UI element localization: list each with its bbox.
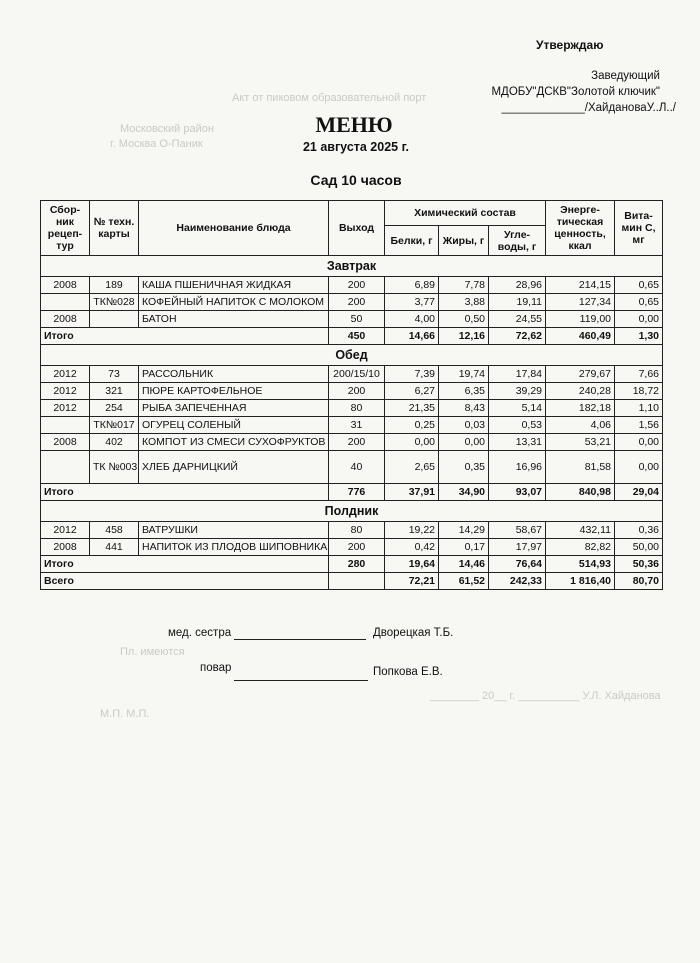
total-label: Итого [41, 556, 329, 573]
protein-cell: 0,25 [385, 417, 439, 434]
approval-heading: Утверждаю [536, 38, 604, 52]
dish-name-cell: РЫБА ЗАПЕЧЕННАЯ [139, 400, 329, 417]
section-title: Полдник [41, 501, 663, 522]
total-cell: 34,90 [439, 484, 489, 501]
fat-cell: 0,35 [439, 451, 489, 484]
total-cell: 76,64 [489, 556, 546, 573]
yield-cell: 31 [329, 417, 385, 434]
cook-label: повар [200, 662, 232, 674]
fat-cell: 8,43 [439, 400, 489, 417]
dish-name-cell: ВАТРУШКИ [139, 522, 329, 539]
tech-card-cell: 73 [90, 366, 139, 383]
energy-cell: 214,15 [546, 277, 615, 294]
protein-cell: 3,77 [385, 294, 439, 311]
yield-cell: 200/15/10 [329, 366, 385, 383]
protein-cell: 0,00 [385, 434, 439, 451]
menu-date: 21 августа 2025 г. [302, 140, 410, 154]
fat-cell: 0,50 [439, 311, 489, 328]
vitamin-c-cell: 0,65 [615, 294, 663, 311]
vitamin-c-cell: 1,56 [615, 417, 663, 434]
energy-cell: 279,67 [546, 366, 615, 383]
total-cell: 14,46 [439, 556, 489, 573]
total-cell: 93,07 [489, 484, 546, 501]
yield-cell: 80 [329, 522, 385, 539]
fat-cell: 0,00 [439, 434, 489, 451]
dish-name-cell: КОФЕЙНЫЙ НАПИТОК С МОЛОКОМ [139, 294, 329, 311]
vitamin-c-cell: 1,10 [615, 400, 663, 417]
protein-cell: 21,35 [385, 400, 439, 417]
tech-card-cell: 402 [90, 434, 139, 451]
section-title: Завтрак [41, 256, 663, 277]
yield-cell: 200 [329, 434, 385, 451]
vitamin-c-cell: 0,00 [615, 434, 663, 451]
collection-cell: 2008 [41, 539, 90, 556]
total-cell: 50,36 [615, 556, 663, 573]
carbs-cell: 5,14 [489, 400, 546, 417]
section-header [41, 345, 663, 366]
table-row [41, 366, 663, 383]
menu-subtitle: Сад 10 часов [310, 172, 402, 188]
section-title: Обед [41, 345, 663, 366]
energy-cell: 432,11 [546, 522, 615, 539]
vitamin-c-cell: 18,72 [615, 383, 663, 400]
fat-cell: 7,78 [439, 277, 489, 294]
col-dish: Наименование блюда [139, 201, 329, 256]
carbs-cell: 39,29 [489, 383, 546, 400]
dish-name-cell: РАССОЛЬНИК [139, 366, 329, 383]
tech-card-cell: 254 [90, 400, 139, 417]
total-cell: 14,66 [385, 328, 439, 345]
protein-cell: 6,89 [385, 277, 439, 294]
protein-cell: 0,42 [385, 539, 439, 556]
tech-card-cell: 189 [90, 277, 139, 294]
dish-name-cell: НАПИТОК ИЗ ПЛОДОВ ШИПОВНИКА [139, 539, 329, 556]
col-chem-group: Химический состав [385, 201, 546, 226]
collection-cell: 2012 [41, 366, 90, 383]
total-row [41, 484, 663, 501]
approval-signature: _____________/ХайдановаУ..Л../ [501, 102, 676, 114]
section-header [41, 256, 663, 277]
total-cell: 37,91 [385, 484, 439, 501]
protein-cell: 6,27 [385, 383, 439, 400]
total-cell: 776 [329, 484, 385, 501]
total-label: Итого [41, 328, 329, 345]
section-header [41, 501, 663, 522]
yield-cell: 50 [329, 311, 385, 328]
energy-cell: 4,06 [546, 417, 615, 434]
fat-cell: 0,03 [439, 417, 489, 434]
grand-total-label: Всего [41, 573, 329, 590]
col-energy: Энерге-тическая ценность, ккал [546, 201, 615, 256]
approval-org: МДОБУ"ДСКВ"Золотой ключик" [491, 86, 660, 98]
col-carbs: Угле-воды, г [489, 226, 546, 256]
vitamin-c-cell: 7,66 [615, 366, 663, 383]
vitamin-c-cell: 0,65 [615, 277, 663, 294]
tech-card-cell: ТК№028 [90, 294, 139, 311]
carbs-cell: 17,97 [489, 539, 546, 556]
approval-position: Заведующий [591, 70, 660, 82]
col-fat: Жиры, г [439, 226, 489, 256]
table-row [41, 400, 663, 417]
tech-card-cell: 458 [90, 522, 139, 539]
col-collection: Сбор-ник рецеп-тур [41, 201, 90, 256]
col-vitamin-c: Вита-мин С, мг [615, 201, 663, 256]
collection-cell [41, 294, 90, 311]
energy-cell: 127,34 [546, 294, 615, 311]
energy-cell: 182,18 [546, 400, 615, 417]
total-row [41, 556, 663, 573]
table-row [41, 451, 663, 484]
table-row [41, 311, 663, 328]
table-row [41, 539, 663, 556]
tech-card-cell [90, 311, 139, 328]
col-tech-card: № техн. карты [90, 201, 139, 256]
vitamin-c-cell: 0,00 [615, 451, 663, 484]
grand-total-cell [329, 573, 385, 590]
vitamin-c-cell: 0,36 [615, 522, 663, 539]
nurse-label: мед. сестра [168, 627, 232, 639]
grand-total-cell: 242,33 [489, 573, 546, 590]
yield-cell: 200 [329, 294, 385, 311]
tech-card-cell: ТК№017 [90, 417, 139, 434]
energy-cell: 119,00 [546, 311, 615, 328]
yield-cell: 200 [329, 539, 385, 556]
tech-card-cell: 321 [90, 383, 139, 400]
vitamin-c-cell: 50,00 [615, 539, 663, 556]
grand-total-cell: 61,52 [439, 573, 489, 590]
carbs-cell: 13,31 [489, 434, 546, 451]
dish-name-cell: БАТОН [139, 311, 329, 328]
collection-cell: 2012 [41, 400, 90, 417]
carbs-cell: 24,55 [489, 311, 546, 328]
cook-signature-line [234, 680, 368, 681]
carbs-cell: 17,84 [489, 366, 546, 383]
table-row [41, 522, 663, 539]
fat-cell: 6,35 [439, 383, 489, 400]
dish-name-cell: КАША ПШЕНИЧНАЯ ЖИДКАЯ [139, 277, 329, 294]
protein-cell: 4,00 [385, 311, 439, 328]
dish-name-cell: ПЮРЕ КАРТОФЕЛЬНОЕ [139, 383, 329, 400]
carbs-cell: 0,53 [489, 417, 546, 434]
total-cell: 1,30 [615, 328, 663, 345]
menu-document: Акт от пиковом образовательной порт Московский район г. Москва О-Паник Утверждаю Заведующий МДОБУ"ДСКВ"Золотой ключик" _____________/ХайдановаУ..Л../ МЕНЮ 21 августа 2025 г. Сад 10 часов Сбор-ник рецеп-тур № техн. карты Наименование блюда Выход Химический состав Энерге-тическая ценность, ккал Вита-мин С, мг Белки, г Жиры, г Угле-воды, г Завтрак 2008 189 КАША ПШЕНИЧНАЯ ЖИДКАЯ 200 6,89 7,78 28,96 214,15 0,65 ТК№028 КОФЕЙНЫЙ НАПИТОК С МОЛОКОМ 200 3,77 3,88 19,11 127,34 0,65 2008 БАТОН 50 4,00 0,50 24,55 119,00 0,00 Итого 450 14,66 12,16 72,62 460,49 1,30 Обед 2012 73 РАССОЛЬНИК 200/15/10 7,39 19,74 17,84 279,67 7,66 2012 321 ПЮРЕ КАРТОФЕЛЬНОЕ 200 6,27 6,35 39,29 240,28 18,72 2012 254 РЫБА ЗАПЕЧЕННАЯ 80 21,35 8,43 5,14 182,18 1,10 ТК№017 ОГУРЕЦ СОЛЕНЫЙ 31 0,25 0,03 0,53 4,06 1,56 2008 402 КОМПОТ ИЗ СМЕСИ СУХОФРУКТОВ 200 0,00 0,00 13,31 53,21 0,00 ТК №003 ХЛЕБ ДАРНИЦКИЙ 40 2,65 0,35 16,96 81,58 0,00 Итого 776 37,91 34,90 93,07 840,98 29,04 Полдник 2012 458 ВАТРУШКИ 80 19,22 14,29 58,67 432,11 0,36 2008 441 НАПИТОК ИЗ ПЛОДОВ ШИПОВНИКА 200 0,42 0,17 17,97 82,82 50,00 Итого 280 19,64 14,46 76,64 514,93 50,36 Всего 72,21 61,52 242,33 1 816,40 80,70 мед. сестра Дворецкая Т.Б. повар Попкова Е.В. ________ 20__ г. __________ У.Л. Хайданова М.П. М.П. Пл. имеются [0, 0, 700, 963]
page-title: МЕНЮ [315, 112, 393, 137]
total-cell: 29,04 [615, 484, 663, 501]
yield-cell: 40 [329, 451, 385, 484]
grand-total-cell: 80,70 [615, 573, 663, 590]
tech-card-cell: 441 [90, 539, 139, 556]
vitamin-c-cell: 0,00 [615, 311, 663, 328]
col-yield: Выход [329, 201, 385, 256]
menu-table [40, 200, 663, 590]
tech-card-cell: ТК №003 [90, 451, 139, 484]
dish-name-cell: ХЛЕБ ДАРНИЦКИЙ [139, 451, 329, 484]
energy-cell: 240,28 [546, 383, 615, 400]
collection-cell [41, 451, 90, 484]
yield-cell: 80 [329, 400, 385, 417]
total-cell: 72,62 [489, 328, 546, 345]
energy-cell: 53,21 [546, 434, 615, 451]
grand-total-cell: 72,21 [385, 573, 439, 590]
carbs-cell: 19,11 [489, 294, 546, 311]
yield-cell: 200 [329, 277, 385, 294]
total-cell: 450 [329, 328, 385, 345]
yield-cell: 200 [329, 383, 385, 400]
grand-total-row [41, 573, 663, 590]
total-cell: 19,64 [385, 556, 439, 573]
grand-total-cell: 1 816,40 [546, 573, 615, 590]
total-row [41, 328, 663, 345]
table-row [41, 294, 663, 311]
nurse-signature-line [234, 639, 366, 640]
table-row [41, 277, 663, 294]
fat-cell: 19,74 [439, 366, 489, 383]
collection-cell: 2008 [41, 277, 90, 294]
total-cell: 514,93 [546, 556, 615, 573]
collection-cell [41, 417, 90, 434]
fat-cell: 0,17 [439, 539, 489, 556]
carbs-cell: 16,96 [489, 451, 546, 484]
fat-cell: 14,29 [439, 522, 489, 539]
col-protein: Белки, г [385, 226, 439, 256]
table-row [41, 417, 663, 434]
energy-cell: 82,82 [546, 539, 615, 556]
collection-cell: 2008 [41, 434, 90, 451]
total-cell: 280 [329, 556, 385, 573]
nurse-name: Дворецкая Т.Б. [373, 627, 454, 639]
table-row [41, 434, 663, 451]
collection-cell: 2012 [41, 383, 90, 400]
table-row [41, 383, 663, 400]
collection-cell: 2012 [41, 522, 90, 539]
total-cell: 840,98 [546, 484, 615, 501]
dish-name-cell: ОГУРЕЦ СОЛЕНЫЙ [139, 417, 329, 434]
cook-name: Попкова Е.В. [373, 666, 443, 678]
protein-cell: 7,39 [385, 366, 439, 383]
collection-cell: 2008 [41, 311, 90, 328]
carbs-cell: 28,96 [489, 277, 546, 294]
carbs-cell: 58,67 [489, 522, 546, 539]
total-cell: 460,49 [546, 328, 615, 345]
energy-cell: 81,58 [546, 451, 615, 484]
dish-name-cell: КОМПОТ ИЗ СМЕСИ СУХОФРУКТОВ [139, 434, 329, 451]
total-cell: 12,16 [439, 328, 489, 345]
protein-cell: 19,22 [385, 522, 439, 539]
fat-cell: 3,88 [439, 294, 489, 311]
total-label: Итого [41, 484, 329, 501]
protein-cell: 2,65 [385, 451, 439, 484]
